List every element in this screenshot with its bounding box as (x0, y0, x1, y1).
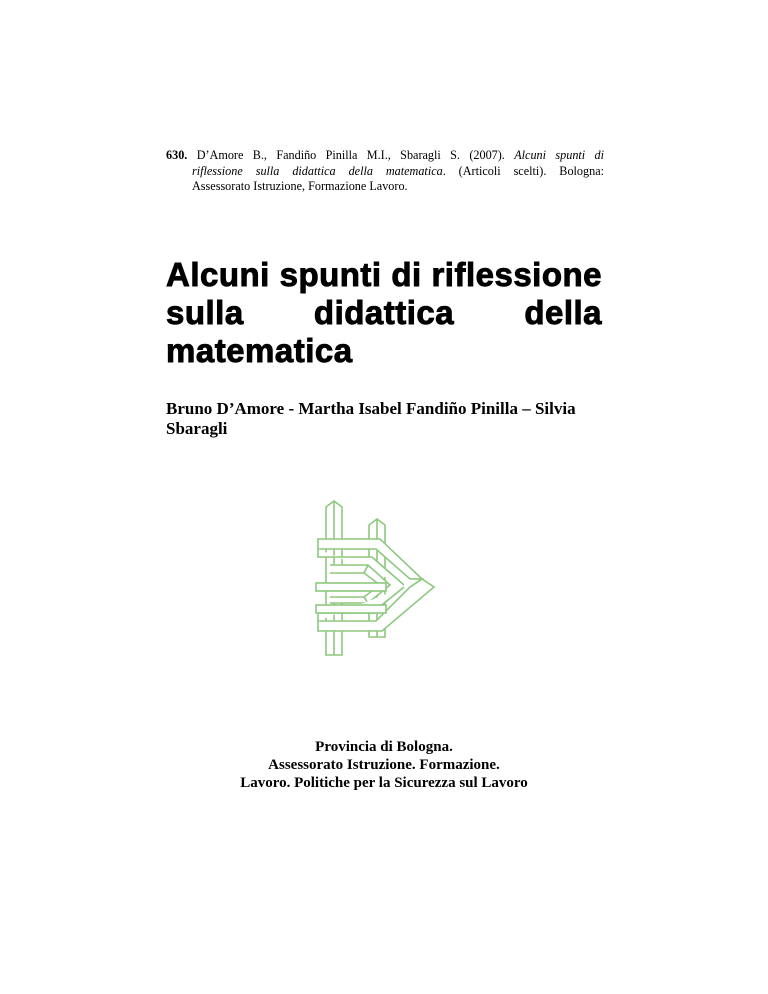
authors-line-1: Bruno D’Amore - Martha Isabel Fandiño Pinilla – Silvia (166, 399, 576, 418)
publisher-line-2: Assessorato Istruzione. Formazione. (268, 757, 500, 773)
title-word: sulla (166, 294, 244, 331)
citation-line-1 (166, 148, 604, 164)
citation-publisher: Assessorato Istruzione, Formazione Lavoro. (192, 179, 408, 194)
citation-title-part2: riflessione sulla didattica della matematica (192, 163, 443, 178)
title-word: didattica (313, 294, 455, 331)
title-word: spunti (279, 256, 382, 293)
citation-line-2 (166, 164, 604, 180)
citation-number: 630. (166, 148, 188, 162)
title-word: Alcuni (166, 256, 270, 293)
title-word: di (391, 256, 422, 293)
authors (166, 399, 602, 439)
citation (166, 148, 604, 195)
authors-line-2: Sbaragli (166, 419, 228, 438)
title-line-3: matematica (166, 332, 353, 369)
publisher-line-3: Lavoro. Politiche per la Sicurezza sul Lavoro (240, 775, 528, 791)
citation-authors: D’Amore B., Fandiño Pinilla M.I., Sbaragli S. (2007). (196, 148, 505, 162)
title-line-2 (166, 294, 602, 332)
page-title (166, 256, 602, 370)
title-word: riflessione (431, 256, 603, 293)
citation-details: . (Articoli scelti). Bologna: (442, 163, 604, 178)
citation-title-part1: Alcuni spunti di (514, 148, 605, 162)
title-line-1 (166, 256, 602, 294)
impossible-figure-logo-icon (306, 487, 458, 663)
title-word: della (524, 294, 603, 331)
publisher-line-1: Provincia di Bologna. (315, 739, 453, 755)
publisher (166, 738, 602, 792)
